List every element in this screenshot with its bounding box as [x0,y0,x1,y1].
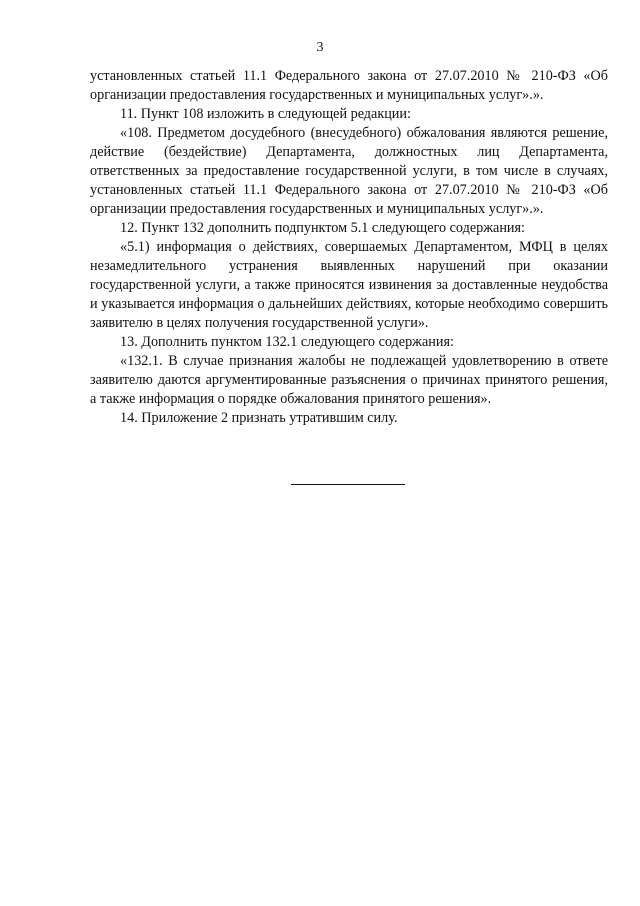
paragraph-quote-132-1: «132.1. В случае признания жалобы не подлежащей удовлетворению в ответе заявителю даются аргументированные разъяснения о причинах принятого решения, а также информация о порядке обжалования принятого решения». [90,353,608,407]
paragraph-item-13: 13. Дополнить пунктом 132.1 следующего содержания: [120,334,454,350]
closing-divider [291,484,405,485]
paragraph-item-11: 11. Пункт 108 изложить в следующей редакции: [120,106,411,122]
paragraph-continuation: установленных статьей 11.1 Федерального закона от 27.07.2010 № 210-ФЗ «Об организации предоставления государственных и муниципальных услуг».». [90,68,608,103]
paragraph-quote-5-1: «5.1) информация о действиях, совершаемых Департаментом, МФЦ в целях незамедлительного устранения выявленных нарушений при оказании государственной услуги, а также приносятся извинения за доставленные неудобства и указывается информация о дальнейших действиях, которые необходимо совершить заявителю в целях получения государственной услуги». [90,239,608,331]
paragraph-item-12: 12. Пункт 132 дополнить подпунктом 5.1 следующего содержания: [120,220,525,236]
page-number: 3 [316,40,324,55]
paragraph-quote-108: «108. Предметом досудебного (внесудебного) обжалования являются решение, действие (бездействие) Департамента, должностных лиц Департамента, ответственных за предоставление государственной услуги, в том числе в случаях, установленных статьей 11.1 Федерального закона от 27.07.2010 № 210-ФЗ «Об организации предоставления государственных и муниципальных услуг».». [90,125,608,217]
document-body [90,67,608,428]
paragraph-item-14: 14. Приложение 2 признать утратившим силу. [120,410,398,426]
